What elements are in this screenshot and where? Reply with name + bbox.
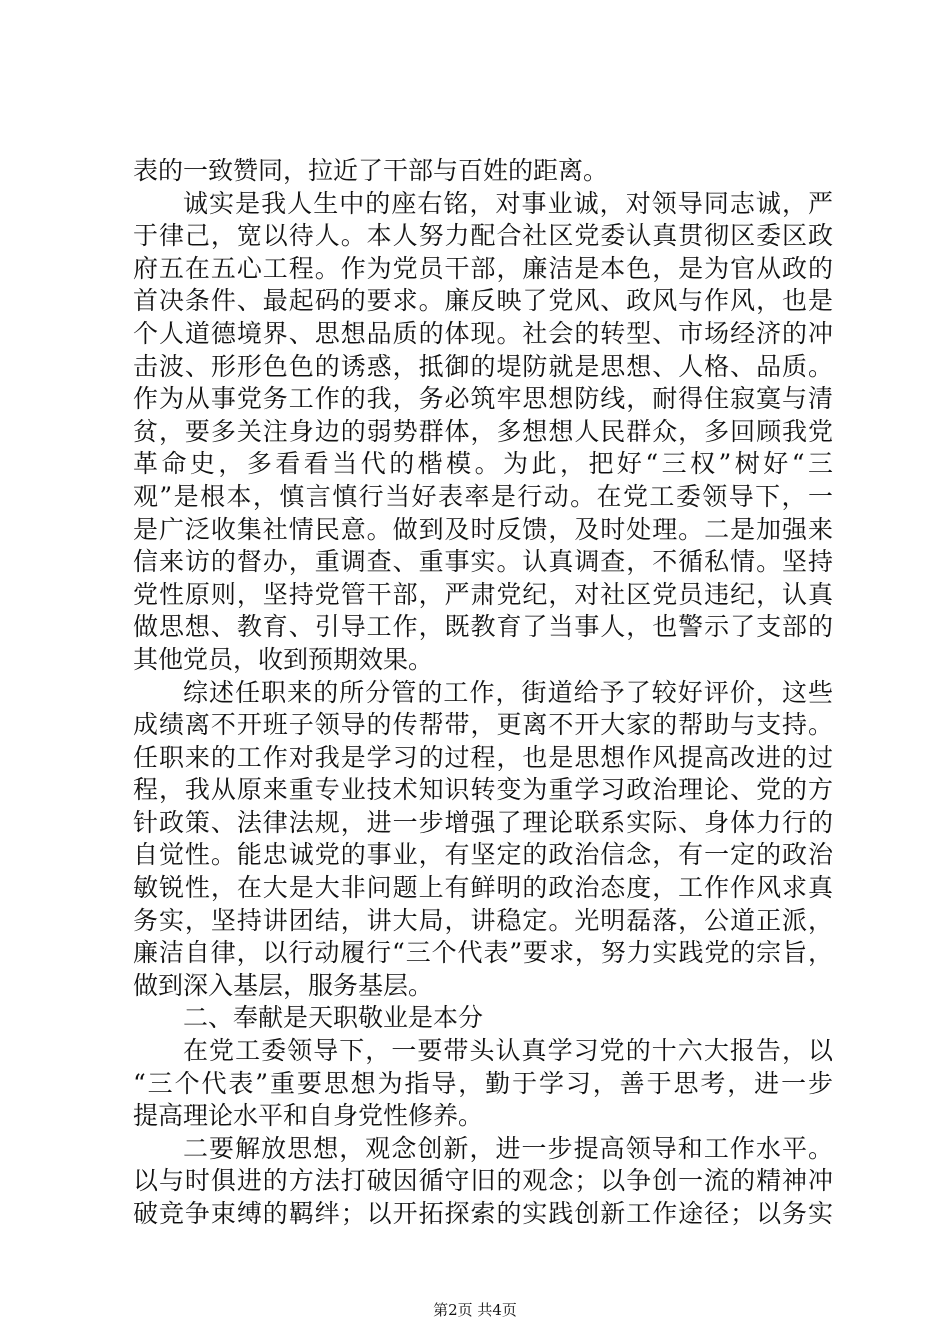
text-line: 破竞争束缚的羁绊；以开拓探索的实践创新工作途径；以务实 [133, 1199, 833, 1228]
text-line: 做到深入基层，服务基层。 [133, 970, 434, 1000]
text-line: 贫，要多关注身边的弱势群体，多想想人民群众，多回顾我党 [133, 416, 833, 446]
text-line: 成绩离不开班子领导的传帮带，更离不开大家的帮助与支持。 [133, 710, 833, 740]
text-line: 针政策、法律法规，进一步增强了理论联系实际、身体力行的 [133, 807, 833, 837]
text-line: 提高理论水平和自身党性修养。 [133, 1101, 484, 1131]
text-line: 信来访的督办，重调查、重事实。认真调查，不循私情。坚持 [133, 547, 833, 577]
text-line: 击波、形形色色的诱惑，抵御的堤防就是思想、人格、品质。 [133, 351, 833, 381]
text-line: “三个代表”重要思想为指导，勤于学习，善于思考，进一步 [133, 1068, 833, 1098]
text-line: 在党工委领导下，一要带头认真学习党的十六大报告，以 [183, 1036, 833, 1066]
text-line: 任职来的工作对我是学习的过程，也是思想作风提高改进的过 [133, 742, 833, 772]
text-line: 二、奉献是天职敬业是本分 [183, 1003, 484, 1033]
text-line: 务实，坚持讲团结，讲大局，讲稳定。光明磊落，公道正派， [133, 905, 833, 935]
text-line: 府五在五心工程。作为党员干部，廉洁是本色，是为官从政的 [133, 253, 833, 283]
text-line: 革命史，多看看当代的楷模。为此，把好“三权”树好“三 [133, 449, 833, 479]
text-line: 首决条件、最起码的要求。廉反映了党风、政风与作风，也是 [133, 286, 833, 316]
text-line: 作为从事党务工作的我，务必筑牢思想防线，耐得住寂寞与清 [133, 384, 833, 414]
text-line: 程，我从原来重专业技术知识转变为重学习政治理论、党的方 [133, 775, 833, 805]
text-line: 其他党员，收到预期效果。 [133, 644, 434, 674]
text-line: 做思想、教育、引导工作，既教育了当事人，也警示了支部的 [133, 612, 833, 642]
document-body [133, 155, 833, 1231]
page-footer: 第2页 共4页 [433, 1301, 517, 1319]
text-line: 党性原则，坚持党管干部，严肃党纪，对社区党员违纪，认真 [133, 579, 833, 609]
text-line: 观”是根本，慎言慎行当好表率是行动。在党工委领导下，一 [133, 481, 833, 511]
text-line: 表的一致赞同，拉近了干部与百姓的距离。 [133, 156, 609, 185]
text-line: 个人道德境界、思想品质的体现。社会的转型、市场经济的冲 [133, 318, 833, 348]
text-line: 廉洁自律，以行动履行“三个代表”要求，努力实践党的宗旨， [133, 938, 833, 968]
text-line: 敏锐性，在大是大非问题上有鲜明的政治态度，工作作风求真 [133, 873, 833, 903]
text-line: 诚实是我人生中的座右铭，对事业诚，对领导同志诚，严 [183, 188, 833, 218]
text-line: 于律己，宽以待人。本人努力配合社区党委认真贯彻区委区政 [133, 221, 833, 251]
text-line: 以与时俱进的方法打破因循守旧的观念；以争创一流的精神冲 [133, 1166, 833, 1196]
text-line: 综述任职来的所分管的工作，街道给予了较好评价，这些 [183, 677, 833, 707]
text-line: 是广泛收集社情民意。做到及时反馈，及时处理。二是加强来 [133, 514, 833, 544]
text-line: 自觉性。能忠诚党的事业，有坚定的政治信念，有一定的政治 [133, 840, 833, 870]
text-line: 二要解放思想，观念创新，进一步提高领导和工作水平。 [183, 1133, 833, 1163]
